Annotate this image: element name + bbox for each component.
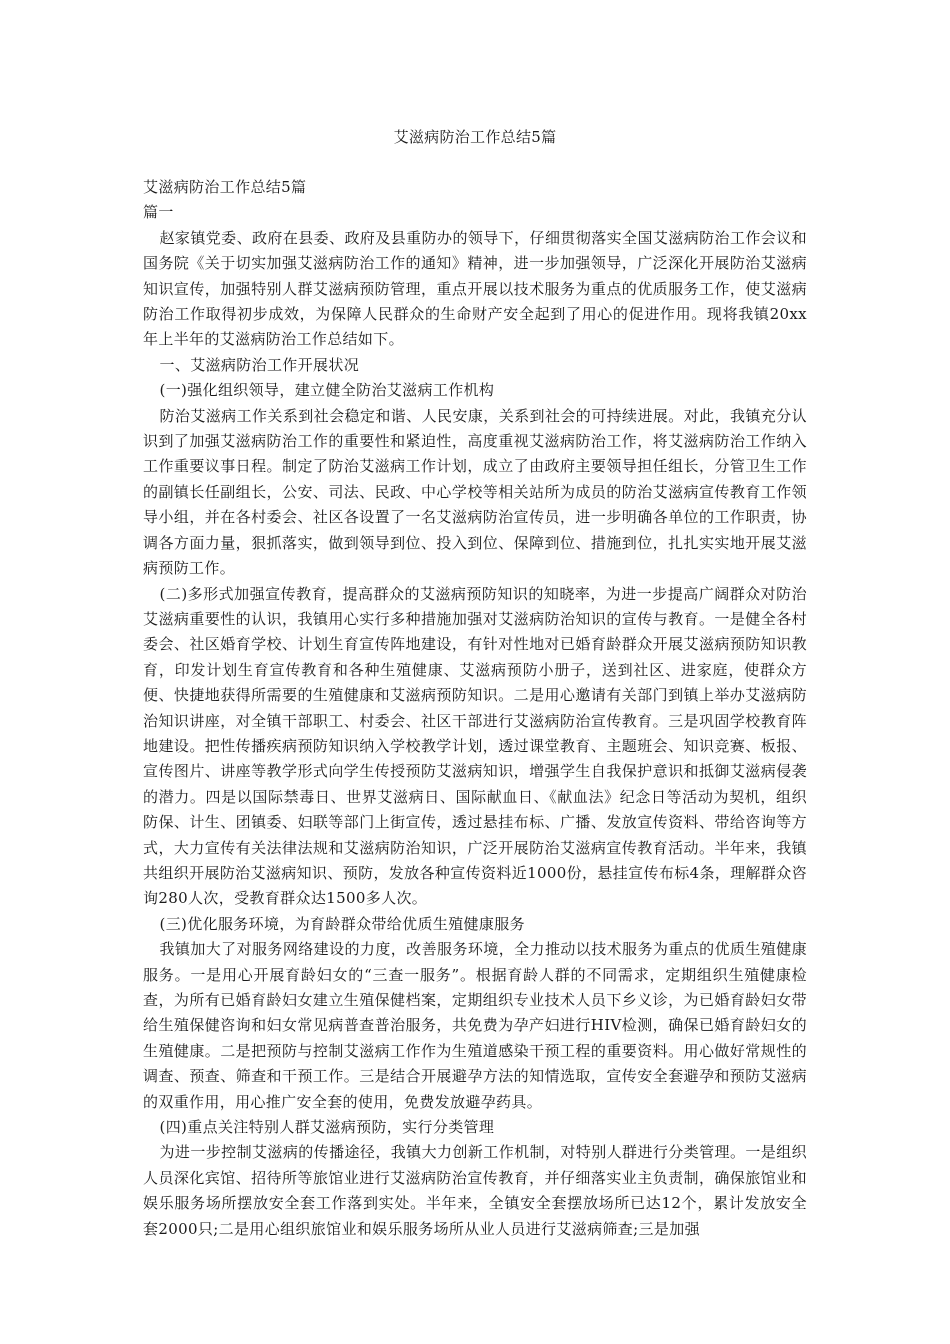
section-heading: 一、艾滋病防治工作开展状况 [159, 355, 360, 374]
document-title: 艾滋病防治工作总结5篇 [393, 128, 557, 146]
paragraph-services: 我镇加大了对服务网络建设的力度，改善服务环境，全力推动以技术服务为重点的优质生殖健康服务。一是用心开展育龄妇女的“三查一服务”。根据育龄人群的不同需求，定期组织生殖健康检查，为所有已婚育龄妇女建立生殖保健档案，定期组织专业技术人员下乡义诊，为已婚育龄妇女带给生殖保健咨询和妇女常见病普查普治服务，共免费为孕产妇进行HIV检测，确保已婚育龄妇女的生殖健康。二是把预防与控制艾滋病工作作为生殖道感染干预工程的重要资料。用心做好常规性的调查、预查、筛查和干预工作。三是结合开展避孕方法的知情选取，宣传安全套避孕和预防艾滋病的双重作用，用心推广安全套的使用，免费发放避孕药具。 [143, 940, 807, 1111]
paragraph-publicity: (二)多形式加强宣传教育，提高群众的艾滋病预防知识的知晓率，为进一步提高广阔群众对防治艾滋病重要性的认识，我镇用心实行多种措施加强对艾滋病防治知识的宣传与教育。一是健全各村委会、社区婚育学校、计划生育宣传阵地建设，有针对性地对已婚育龄群众开展艾滋病预防知识教育，印发计划生育宣传教育和各种生殖健康、艾滋病预防小册子，送到社区、进家庭，使群众方便、快捷地获得所需要的生殖健康和艾滋病预防知识。二是用心邀请有关部门到镇上举办艾滋病防治知识讲座，对全镇干部职工、村委会、社区干部进行艾滋病防治宣传教育。三是巩固学校教育阵地建设。把性传播疾病预防知识纳入学校教学计划，透过课堂教育、主题班会、知识竞赛、板报、宣传图片、讲座等教学形式向学生传授预防艾滋病知识，增强学生自我保护意识和抵御艾滋病侵袭的潜力。四是以国际禁毒日、世界艾滋病日、国际献血日、《献血法》纪念日等活动为契机，组织防保、计生、团镇委、妇联等部门上街宣传，透过悬挂布标、广播、发放宣传资料、带给咨询等方式，大力宣传有关法律法规和艾滋病防治知识，广泛开展防治艾滋病宣传教育活动。半年来，我镇共组织开展防治艾滋病知识、预防，发放各种宣传资料近1000份，悬挂宣传布标4条，理解群众咨询280人次，受教育群众达1500多人次。 [143, 584, 807, 908]
paragraph-organization: 防治艾滋病工作关系到社会稳定和谐、人民安康，关系到社会的可持续进展。对此，我镇充分认识到了加强艾滋病防治工作的重要性和紧迫性，高度重视艾滋病防治工作，将艾滋病防治工作纳入工作重要议事日程。制定了防治艾滋病工作计划，成立了由政府主要领导担任组长，分管卫生工作的副镇长任副组长，公安、司法、民政、中心学校等相关站所为成员的防治艾滋病宣传教育工作领导小组，并在各村委会、社区各设置了一名艾滋病防治宣传员，进一步明确各单位的工作职责，协调各方面力量，狠抓落实，做到领导到位、投入到位、保障到位、措施到位，扎扎实实地开展艾滋病预防工作。 [143, 406, 807, 578]
subsection-heading-1: (一)强化组织领导，建立健全防治艾滋病工作机构 [159, 381, 495, 400]
paragraph-intro: 赵家镇党委、政府在县委、政府及县重防办的领导下，仔细贯彻落实全国艾滋病防治工作会议和国务院《关于切实加强艾滋病防治工作的通知》精神，进一步加强领导，广泛深化开展防治艾滋病知识宣传，加强特别人群艾滋病预防管理，重点开展以技术服务为重点的优质服务工作，使艾滋病防治工作取得初步成效，为保障人民群众的生命财产安全起到了用心的促进作用。现将我镇20xx年上半年的艾滋病防治工作总结如下。 [143, 228, 807, 349]
part-label: 篇一 [143, 203, 174, 222]
document-subtitle: 艾滋病防治工作总结5篇 [143, 178, 307, 196]
subsection-heading-4: (四)重点关注特别人群艾滋病预防，实行分类管理 [159, 1118, 495, 1137]
subsection-heading-3: (三)优化服务环境，为育龄群众带给优质生殖健康服务 [159, 914, 525, 933]
document-body [143, 175, 807, 1242]
paragraph-special-groups: 为进一步控制艾滋病的传播途径，我镇大力创新工作机制，对特别人群进行分类管理。一是组织人员深化宾馆、招待所等旅馆业进行艾滋病防治宣传教育，并仔细落实业主负责制，确保旅馆业和娱乐服务场所摆放安全套工作落到实处。半年来，全镇安全套摆放场所已达12个，累计发放安全套2000只;二是用心组织旅馆业和娱乐服务场所从业人员进行艾滋病筛查;三是加强 [143, 1143, 807, 1238]
